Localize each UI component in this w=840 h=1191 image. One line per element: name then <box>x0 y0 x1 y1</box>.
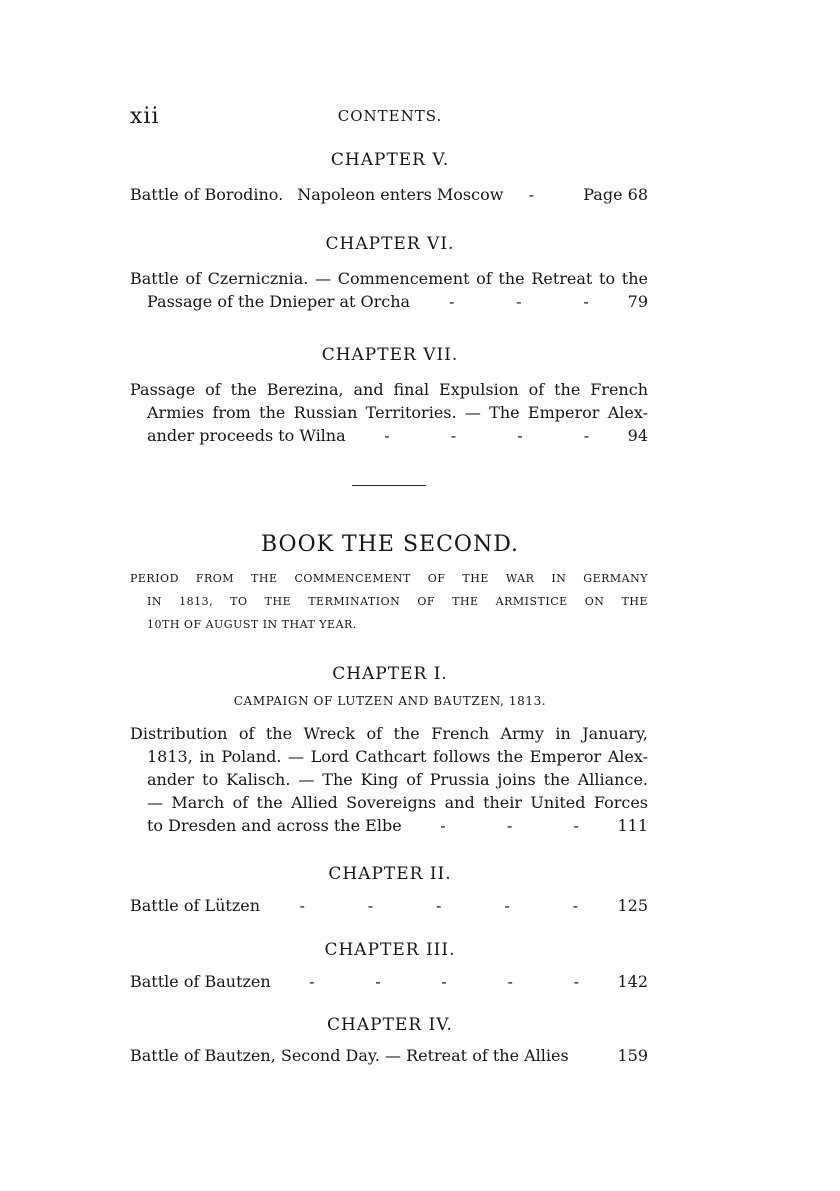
toc-entry-text: Armies from the Russian Territories. — The Emperor Alex- <box>147 403 648 422</box>
chapter-heading: CHAPTER IV. <box>327 1015 453 1035</box>
toc-entry <box>130 1044 648 1067</box>
running-title: CONTENTS. <box>337 107 443 125</box>
period-line: PERIOD FROM THE COMMENCEMENT OF THE WAR IN GERMANY <box>130 572 648 585</box>
toc-entry <box>130 378 648 447</box>
page-number: 159 <box>617 1046 648 1065</box>
chapter-heading: CHAPTER V. <box>330 150 450 170</box>
period-line: 10TH OF AUGUST IN THAT YEAR. <box>147 618 357 631</box>
chapter-heading: CHAPTER I. <box>332 664 448 684</box>
page-number: 125 <box>617 896 648 915</box>
page-number: 94 <box>627 426 648 445</box>
toc-entry <box>130 894 648 917</box>
book-period-description <box>130 567 648 636</box>
toc-entry-text: Battle of Czernicznia. — Commencement of the Retreat to the <box>130 269 648 288</box>
toc-entry-text: Battle of Bautzen <box>130 972 271 991</box>
toc-entry-text: 1813, in Poland. — Lord Cathcart follows the Emperor Alex- <box>147 747 648 766</box>
toc-entry-text: ander to Kalisch. — The King of Prussia joins the Alliance. <box>147 770 648 789</box>
page-folio: xii <box>130 104 160 129</box>
page-number: 111 <box>617 816 648 835</box>
toc-entry-text: Passage of the Dnieper at Orcha <box>147 292 411 311</box>
chapter-heading: CHAPTER III. <box>324 940 456 960</box>
section-divider <box>352 485 426 486</box>
period-line: IN 1813, TO THE TERMINATION OF THE ARMISTICE ON THE <box>147 595 648 608</box>
page-number: 142 <box>617 972 648 991</box>
chapter-subtitle: CAMPAIGN OF LUTZEN AND BAUTZEN, 1813. <box>233 694 547 708</box>
toc-entry-text: Passage of the Berezina, and final Expulsion of the French <box>130 380 648 399</box>
page-number: Page 68 <box>583 185 648 204</box>
toc-entry <box>130 970 648 993</box>
toc-entry-text: Battle of Borodino. <box>130 185 284 204</box>
toc-entry-text: Napoleon enters Moscow <box>297 185 504 204</box>
toc-entry-text: to Dresden and across the Elbe <box>147 816 402 835</box>
page-number: 79 <box>627 292 648 311</box>
toc-entry-text: Battle of Bautzen, Second Day. — Retreat of the Allies <box>130 1046 569 1065</box>
toc-entry <box>130 183 648 206</box>
leader-dots: - - - - - <box>309 972 580 991</box>
toc-entry-text: Battle of Lützen <box>130 896 261 915</box>
chapter-heading: CHAPTER VI. <box>325 234 455 254</box>
toc-entry-text: Distribution of the Wreck of the French Army in January, <box>130 724 648 743</box>
chapter-heading: CHAPTER II. <box>328 864 452 884</box>
toc-entry <box>130 267 648 313</box>
toc-entry-text: ander proceeds to Wilna <box>147 426 346 445</box>
leader-dots: - - - <box>440 816 579 835</box>
toc-entry <box>130 722 648 837</box>
leader-dots: - - - - - <box>299 896 578 915</box>
chapter-heading: CHAPTER VII. <box>321 345 459 365</box>
book-title: BOOK THE SECOND. <box>260 532 520 557</box>
leader-dots: - <box>528 185 535 204</box>
leader-dots: - - - - <box>384 426 590 445</box>
leader-dots: - - - <box>448 292 589 311</box>
toc-entry-text: — March of the Allied Sovereigns and their United Forces <box>147 793 648 812</box>
